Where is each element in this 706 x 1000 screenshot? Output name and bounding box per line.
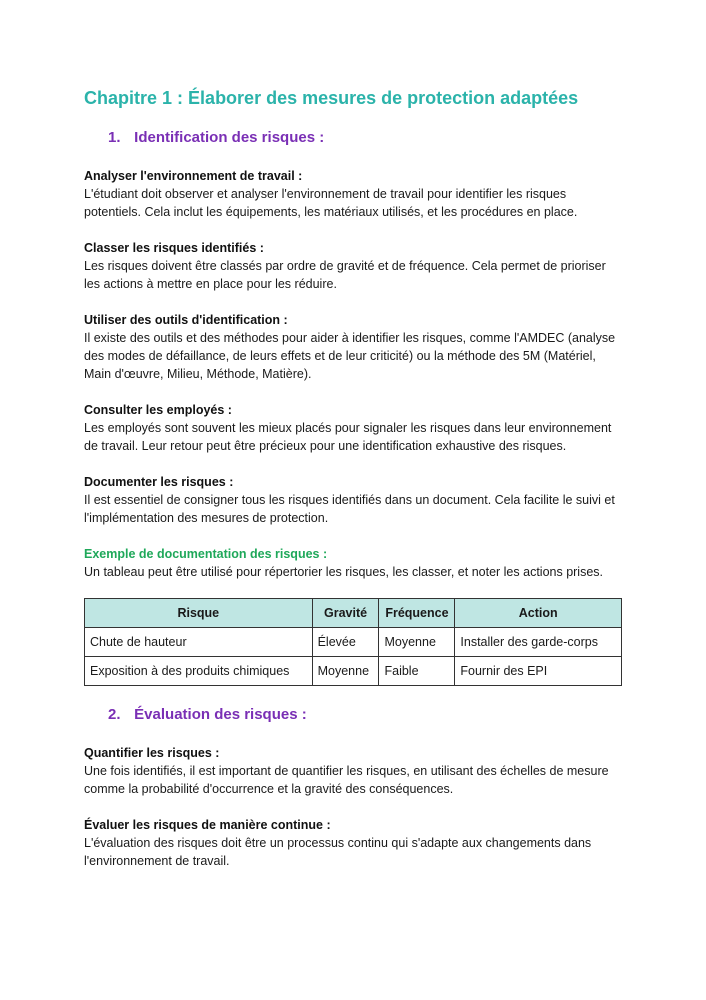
block-title: Utiliser des outils d'identification : [84,313,288,327]
block-outils-identification [84,311,624,383]
block-title: Quantifier les risques : [84,746,220,760]
section-heading-evaluation [108,704,624,726]
block-text: Les risques doivent être classés par ordre de gravité et de fréquence. Cela permet de prioriser les actions à mettre en place pour les réduire. [84,259,606,291]
block-classer-risques [84,239,624,293]
block-text: L'étudiant doit observer et analyser l'environnement de travail pour identifier les risques potentiels. Cela inclut les équipements, les matériaux utilisés, et les procédures en place. [84,187,578,219]
block-title: Classer les risques identifiés : [84,241,264,255]
block-text: L'évaluation des risques doit être un processus continu qui s'adapte aux changements dans l'environnement de travail. [84,836,592,868]
block-text: Un tableau peut être utilisé pour répertorier les risques, les classer, et noter les actions prises. [84,565,604,579]
block-text: Il existe des outils et des méthodes pour aider à identifier les risques, comme l'AMDEC (analyse des modes de défaillance, de leurs effets et de leur criticité) ou la méthode des 5M (Matériel, Main d'œuvre, Milieu, Méthode, Matière). [84,331,616,381]
block-documenter-risques [84,473,624,527]
block-title: Évaluer les risques de manière continue : [84,818,331,832]
table-header-cell: Fréquence [379,599,455,628]
block-text: Il est essentiel de consigner tous les risques identifiés dans un document. Cela facilite le suivi et l'implémentation des mesures de protection. [84,493,615,525]
table-cell: Élevée [312,628,379,657]
section-heading-identification [108,127,624,149]
section-number: 1. [108,129,121,146]
table-cell: Installer des garde-corps [455,628,622,657]
block-title: Analyser l'environnement de travail : [84,169,303,183]
table-cell: Fournir des EPI [455,657,622,686]
document-page [84,86,624,888]
block-exemple-documentation [84,545,624,581]
section-title: Identification des risques : [134,129,325,146]
risk-table [84,598,622,686]
table-cell: Chute de hauteur [85,628,313,657]
table-header-cell: Gravité [312,599,379,628]
table-header-cell: Action [455,599,622,628]
section-number: 2. [108,706,121,723]
table-header-row [85,599,622,628]
block-title: Consulter les employés : [84,403,232,417]
block-text: Une fois identifiés, il est important de quantifier les risques, en utilisant des échelles de mesure comme la probabilité d'occurrence et la gravité des conséquences. [84,764,609,796]
chapter-title [84,86,624,110]
chapter-title-text: Élaborer des mesures de protection adaptées [188,88,579,108]
block-evaluer-continue [84,816,624,870]
table-row [85,628,622,657]
table-cell: Moyenne [379,628,455,657]
block-text: Les employés sont souvent les mieux placés pour signaler les risques dans leur environnement de travail. Leur retour peut être précieux pour une identification exhaustive des risques. [84,421,612,453]
section-title: Évaluation des risques : [134,706,307,723]
table-row [85,657,622,686]
block-consulter-employes [84,401,624,455]
table-cell: Faible [379,657,455,686]
table-cell: Moyenne [312,657,379,686]
block-title: Documenter les risques : [84,475,234,489]
table-cell: Exposition à des produits chimiques [85,657,313,686]
table-header-cell: Risque [85,599,313,628]
block-quantifier-risques [84,744,624,798]
example-title: Exemple de documentation des risques : [84,547,328,561]
block-analyser-environnement [84,167,624,221]
chapter-label: Chapitre 1 : [84,88,184,108]
